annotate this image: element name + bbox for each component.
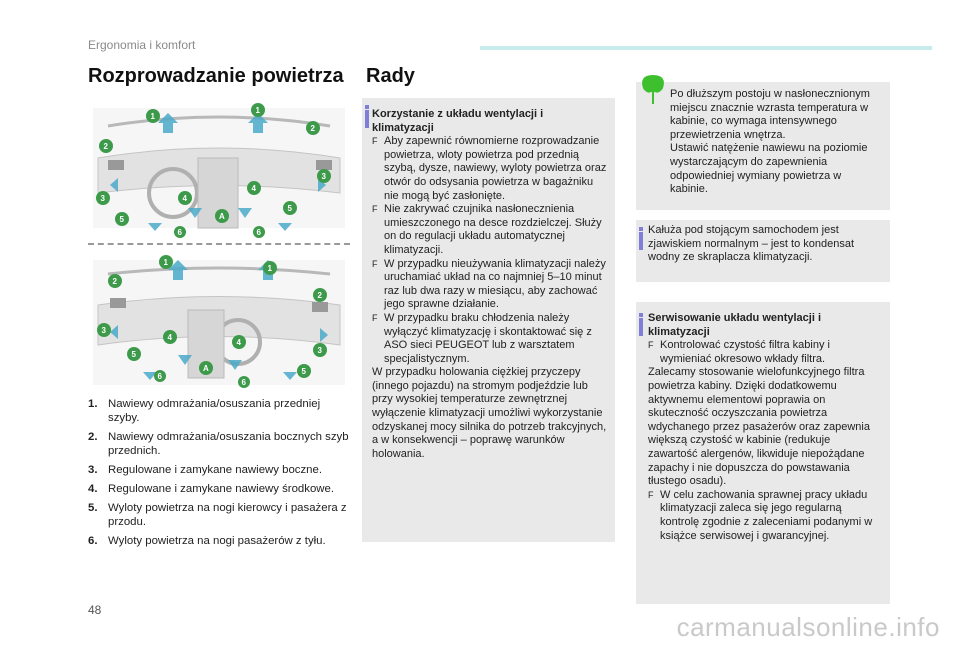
- watermark: carmanualsonline.info: [676, 612, 940, 642]
- callout-6c: [154, 370, 166, 382]
- legend-item: 6. Wyloty powietrza na nogi pasażerów z tyłu.: [88, 535, 326, 547]
- callout-5d: [297, 364, 311, 378]
- tip-bullet: F W przypadku braku chłodzenia należy wyłączyć klimatyzację i skontaktować się z ASO sieci PEUGEOT lub z warsztatem specjalistycznym.: [372, 311, 592, 365]
- callout-A2: [199, 361, 213, 375]
- eco-text: Po dłuższym postoju w nasłonecznionym miejscu znacznie wzrasta temperatura w kabinie, co wymaga intensywnego przewietrzenia wnętrza. Ustawić natężenie nawiewu na poziomie wystarczającym do zapewnienia odpowiedniej wymiany powietrza w kabinie.: [670, 88, 870, 196]
- svg-text:1: 1: [163, 258, 168, 267]
- header-bar: [480, 46, 932, 50]
- svg-text:5: 5: [131, 350, 136, 359]
- callout-5c: [127, 347, 141, 361]
- svg-text:6: 6: [157, 372, 162, 381]
- page-number: 48: [88, 603, 102, 617]
- legend-item: 1. Nawiewy odmrażania/osuszania przedniej szyby.: [88, 398, 321, 424]
- svg-text:3: 3: [100, 194, 105, 203]
- callout-3d: [313, 343, 327, 357]
- svg-text:1: 1: [267, 264, 272, 273]
- callout-1c: [159, 255, 173, 269]
- svg-text:5: 5: [119, 215, 124, 224]
- callout-6d: [238, 376, 250, 388]
- condensate-text: Kałuża pod stojącym samochodem jest zjawiskiem normalnym – jest to kondensat wodny ze skraplacza klimatyzacji.: [648, 224, 855, 264]
- callout-A: [215, 209, 229, 223]
- legend-item: 2. Nawiewy odmrażania/osuszania bocznych szyb przednich.: [88, 431, 349, 457]
- info-icon: [639, 318, 643, 336]
- callout-6a: [174, 226, 186, 238]
- tips-box: [362, 98, 615, 542]
- callout-1d: [263, 261, 277, 275]
- svg-text:2: 2: [112, 277, 117, 286]
- callout-2b: [306, 121, 320, 135]
- callout-3b: [317, 169, 331, 183]
- svg-text:1: 1: [150, 112, 155, 121]
- info-icon: [639, 232, 643, 250]
- callout-2a: [99, 139, 113, 153]
- callout-3c: [97, 323, 111, 337]
- info-icon: [365, 110, 369, 128]
- legend-item: 5. Wyloty powietrza na nogi kierowcy i pasażera z przodu.: [88, 502, 347, 528]
- callout-4a: [178, 191, 192, 205]
- svg-text:6: 6: [177, 228, 182, 237]
- service-body: Zalecamy stosowanie wielofunkcyjnego filtra powietrza kabiny. Dzięki dodatkowemu aktywnemu elementowi poprawia on skuteczność oczyszczania powietrza wdychanego przez pasażerów oraz zapewnia większą czystość w kabinie (redukuje zawartość alergenów, likwiduje niepożądane zapachy i nie dopuszcza do powstawania tłustego osadu).: [648, 366, 870, 488]
- callout-4b: [247, 181, 261, 195]
- svg-text:A: A: [219, 212, 225, 221]
- middle-title: Rady: [366, 65, 415, 87]
- callout-1a: [146, 109, 160, 123]
- condensate-box: [636, 220, 890, 282]
- svg-text:4: 4: [236, 338, 241, 347]
- legend-list: [88, 397, 350, 553]
- tip-bullet: F Nie zakrywać czujnika nasłonecznienia umieszczonego na desce rozdzielczej. Służy on do regulacji układu automatycznej klimatyzacji.: [372, 203, 602, 256]
- callout-5a: [115, 212, 129, 226]
- eco-leaf-icon: [640, 74, 666, 106]
- service-box: [636, 302, 890, 604]
- dashboard-illustration-bottom: [88, 250, 350, 390]
- callout-2c: [108, 274, 122, 288]
- callout-4d: [232, 335, 246, 349]
- service-heading: Serwisowanie układu wentylacji i klimatyzacji: [648, 312, 822, 338]
- svg-text:4: 4: [182, 194, 187, 203]
- svg-text:4: 4: [251, 184, 256, 193]
- svg-text:6: 6: [256, 228, 261, 237]
- dashboard-illustration-top: [88, 98, 350, 238]
- svg-text:5: 5: [301, 367, 306, 376]
- svg-text:1: 1: [255, 106, 260, 115]
- svg-text:3: 3: [101, 326, 106, 335]
- svg-text:5: 5: [287, 204, 292, 213]
- svg-text:A: A: [203, 364, 209, 373]
- tips-heading: Korzystanie z układu wentylacji i klimatyzacji: [372, 108, 544, 134]
- callout-4c: [163, 330, 177, 344]
- svg-text:2: 2: [103, 142, 108, 151]
- left-title: Rozprowadzanie powietrza: [88, 65, 344, 87]
- svg-text:2: 2: [317, 291, 322, 300]
- callout-2d: [313, 288, 327, 302]
- callout-3a: [96, 191, 110, 205]
- tip-bullet: F W przypadku nieużywania klimatyzacji należy uruchamiać układ na co najmniej 5–10 minut raz lub dwa razy w miesiącu, aby zachować jego sprawne działanie.: [372, 257, 606, 311]
- svg-text:4: 4: [167, 333, 172, 342]
- legend-item: 3. Regulowane i zamykane nawiewy boczne.: [88, 464, 323, 476]
- legend-item: 4. Regulowane i zamykane nawiewy środkowe.: [88, 483, 335, 495]
- section-header: Ergonomia i komfort: [88, 38, 196, 52]
- service-bullet: F Kontrolować czystość filtra kabiny i wymieniać okresowo wkłady filtra.: [648, 339, 830, 365]
- figure-divider: [88, 243, 350, 245]
- tip-bullet: F Aby zapewnić równomierne rozprowadzanie powietrza, wloty powietrza pod przednią szybą, dysze, nawiewy, wyloty powietrza oraz otwór do odsysania powietrza w bagażniku nie mogą być zasłonięte.: [372, 135, 607, 202]
- svg-text:3: 3: [317, 346, 322, 355]
- service-bullet: F W celu zachowania sprawnej pracy układu klimatyzacji zaleca się jego regularną kontrolę zgodnie z zaleceniami podanymi w książce serwisowej i gwarancyjnej.: [648, 488, 873, 542]
- callout-6b: [253, 226, 265, 238]
- callout-1b: [251, 103, 265, 117]
- svg-text:6: 6: [241, 378, 246, 387]
- eco-box: [636, 82, 890, 210]
- callout-5b: [283, 201, 297, 215]
- towing-note: W przypadku holowania ciężkiej przyczepy (innego pojazdu) na stromym podjeździe lub przy wysokiej temperaturze zewnętrznej wyłączenie klimatyzacji umożliwi wykorzystanie odzyskanej mocy silnika do potrzeb trakcyjnych, a w konsekwencji – poprawę warunków holowania.: [372, 366, 607, 460]
- svg-text:3: 3: [321, 172, 326, 181]
- svg-text:2: 2: [310, 124, 315, 133]
